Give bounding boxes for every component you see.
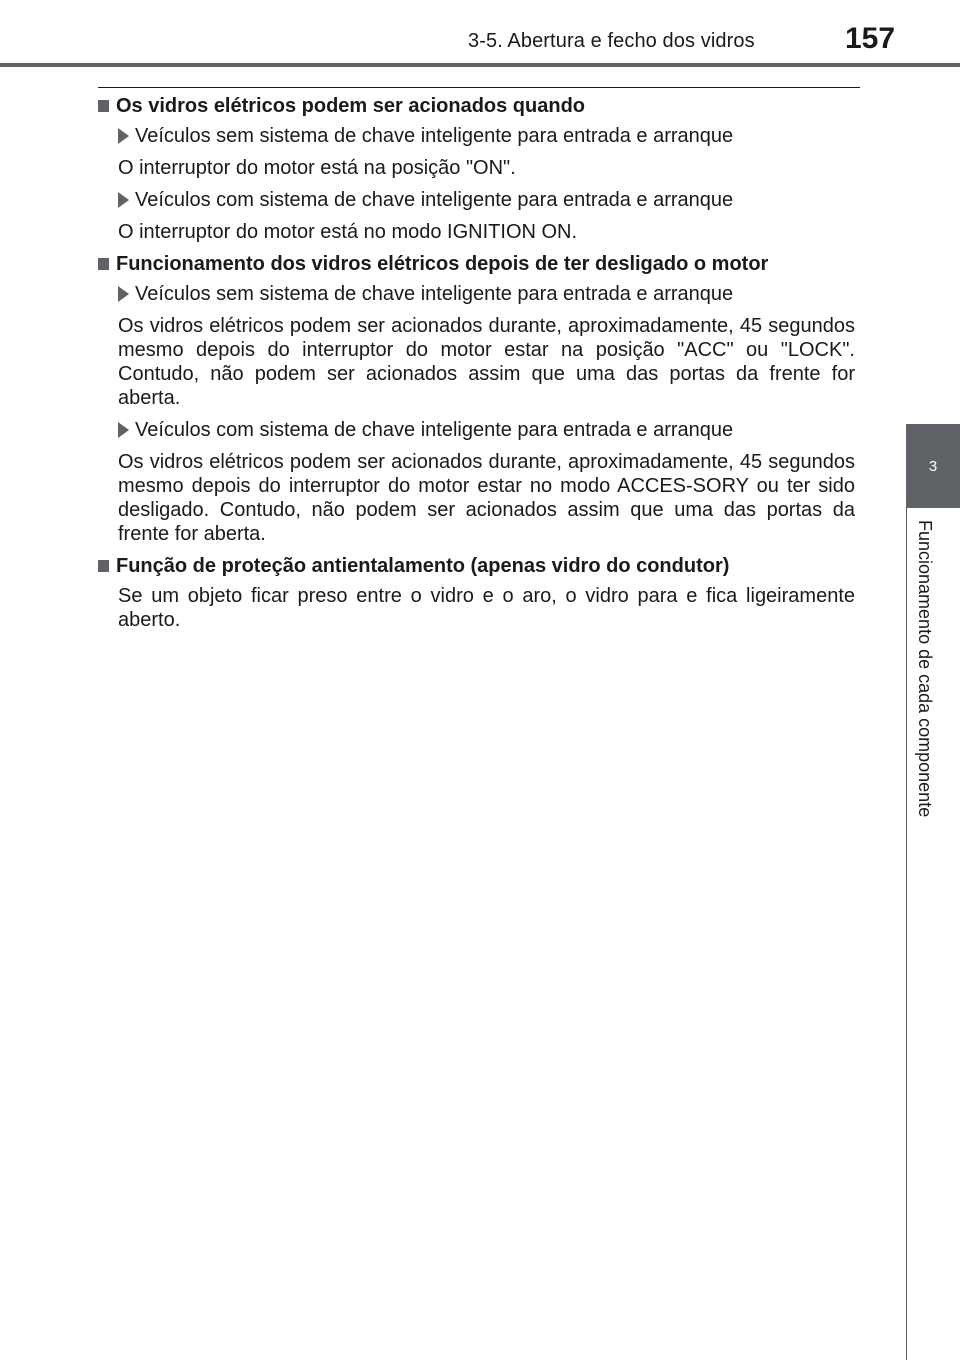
condition-text: Veículos com sistema de chave inteligente para entrada e arranque — [135, 189, 734, 211]
body-paragraph: O interruptor do motor está no modo IGNITION ON. — [118, 221, 578, 243]
page-number: 157 — [845, 22, 896, 55]
square-bullet-icon — [98, 560, 109, 572]
chapter-tab — [906, 424, 960, 508]
header-rule — [0, 63, 960, 67]
condition-item — [118, 124, 855, 148]
triangle-bullet-icon — [118, 192, 129, 208]
section-heading-text: Função de proteção antientalamento (apenas vidro do condutor) — [116, 555, 730, 577]
square-bullet-icon — [98, 100, 109, 112]
body-paragraph: Se um objeto ficar preso entre o vidro e o aro, o vidro para e fica ligeiramente aberto. — [118, 585, 855, 631]
condition-item — [118, 282, 855, 306]
section-heading-text: Os vidros elétricos podem ser acionados quando — [116, 95, 586, 117]
condition-item — [118, 188, 855, 212]
square-bullet-icon — [98, 258, 109, 270]
triangle-bullet-icon — [118, 128, 129, 144]
triangle-bullet-icon — [118, 422, 129, 438]
section-title: 3-5. Abertura e fecho dos vidros — [468, 30, 755, 52]
section-heading — [98, 554, 855, 578]
body-paragraph: O interruptor do motor está na posição "ON". — [118, 157, 516, 179]
condition-text: Veículos com sistema de chave inteligente para entrada e arranque — [135, 419, 734, 441]
chapter-number: 3 — [928, 457, 938, 475]
page-content — [98, 94, 855, 640]
content-rule — [98, 87, 860, 88]
body-paragraph: Os vidros elétricos podem ser acionados durante, aproximadamente, 45 segundos mesmo depois do interruptor do motor estar no modo ACCES-SORY ou ter sido desligado. Contudo, não podem ser acionados assim que uma das portas da frente for aberta. — [118, 451, 855, 545]
body-paragraph: Os vidros elétricos podem ser acionados durante, aproximadamente, 45 segundos mesmo depois do interruptor do motor estar na posição "ACC" ou "LOCK". Contudo, não podem ser acionados assim que uma das portas da frente for aberta. — [118, 315, 855, 409]
chapter-title: Funcionamento de cada componente — [915, 520, 935, 818]
triangle-bullet-icon — [118, 286, 129, 302]
condition-text: Veículos sem sistema de chave inteligente para entrada e arranque — [135, 283, 734, 305]
condition-item — [118, 418, 855, 442]
section-heading — [98, 94, 855, 118]
condition-text: Veículos sem sistema de chave inteligente para entrada e arranque — [135, 125, 734, 147]
section-heading-text: Funcionamento dos vidros elétricos depois de ter desligado o motor — [116, 253, 769, 275]
section-heading — [98, 252, 855, 276]
